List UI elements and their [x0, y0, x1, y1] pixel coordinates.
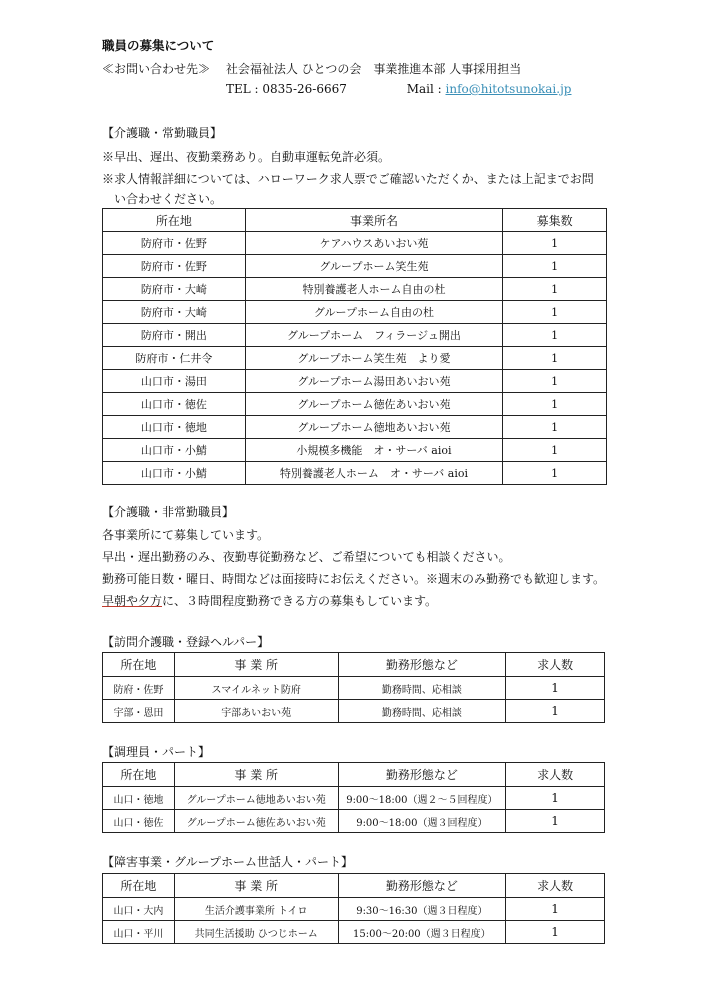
- contact-line: [102, 60, 521, 77]
- table-cell: 9:30～16:30（週３日程度）: [338, 898, 506, 921]
- table-cell: グループホーム自由の杜: [245, 301, 502, 324]
- table-cell: 共同生活援助 ひつじホーム: [174, 921, 338, 944]
- table-cell: 防府市・大崎: [103, 278, 246, 301]
- table-cell: 9:00～18:00（週３回程度）: [338, 810, 506, 833]
- table-cell: 1: [503, 347, 607, 370]
- table-cell: 山口・徳地: [103, 787, 175, 810]
- table-row: [103, 700, 605, 723]
- table-cell: 防府市・大崎: [103, 301, 246, 324]
- column-header: 事 業 所: [174, 874, 338, 898]
- table-cell: 防府市・仁井令: [103, 347, 246, 370]
- section-heading: 【介護職・常勤職員】: [102, 126, 223, 140]
- cook-table: [102, 762, 605, 833]
- note-line: ※求人情報詳細については、ハローワーク求人票でご確認いただくか、または上記までお問: [102, 172, 594, 186]
- table-cell: 山口・大内: [103, 898, 175, 921]
- column-header: 勤務形態など: [338, 874, 506, 898]
- table-header-row: [103, 209, 607, 232]
- table-row: [103, 301, 607, 324]
- organization-name: 社会福祉法人 ひとつの会 事業推進本部 人事採用担当: [225, 62, 522, 76]
- table-row: [103, 393, 607, 416]
- column-header: 所在地: [103, 763, 175, 787]
- table-row: [103, 898, 605, 921]
- fulltime-care-table: [102, 208, 607, 485]
- table-cell: 1: [506, 787, 605, 810]
- disability-support-table: [102, 873, 605, 944]
- table-cell: 山口市・小鯖: [103, 462, 246, 485]
- table-cell: 1: [503, 278, 607, 301]
- body-line: 各事業所にて募集しています。: [102, 528, 270, 542]
- table-cell: グループホーム徳佐あいおい苑: [174, 810, 338, 833]
- table-row: [103, 439, 607, 462]
- table-cell: 生活介護事業所 トイロ: [174, 898, 338, 921]
- table-cell: 1: [506, 921, 605, 944]
- table-cell: 勤務時間、応相談: [338, 677, 506, 700]
- table-cell: 山口市・小鯖: [103, 439, 246, 462]
- column-header: 求人数: [506, 763, 605, 787]
- table-cell: ケアハウスあいおい苑: [245, 232, 502, 255]
- table-cell: 宇部あいおい苑: [174, 700, 338, 723]
- table-header-row: [103, 653, 605, 677]
- table-cell: グループホーム徳地あいおい苑: [174, 787, 338, 810]
- table-cell: グループホーム笑生苑 より愛: [245, 347, 502, 370]
- note-line: ※早出、遅出、夜勤業務あり。自動車運転免許必須。: [102, 150, 391, 164]
- table-header-row: [103, 763, 605, 787]
- column-header: 所在地: [103, 209, 246, 232]
- table-cell: 1: [503, 324, 607, 347]
- table-row: [103, 370, 607, 393]
- table-row: [103, 416, 607, 439]
- table-cell: スマイルネット防府: [174, 677, 338, 700]
- section-heading: 【介護職・非常勤職員】: [102, 505, 235, 519]
- table-header-row: [103, 874, 605, 898]
- tel-number: TEL : 0835-26-6667: [226, 82, 347, 96]
- underlined-text: 早朝や夕方: [102, 594, 163, 608]
- column-header: 所在地: [103, 874, 175, 898]
- section-heading: 【調理員・パート】: [102, 745, 211, 759]
- column-header: 勤務形態など: [338, 653, 506, 677]
- visiting-care-table: [102, 652, 605, 723]
- column-header: 募集数: [503, 209, 607, 232]
- table-cell: 1: [503, 439, 607, 462]
- table-cell: 防府・佐野: [103, 677, 175, 700]
- table-cell: 1: [503, 393, 607, 416]
- table-cell: 15:00～20:00（週３日程度）: [338, 921, 506, 944]
- table-cell: グループホーム徳佐あいおい苑: [245, 393, 502, 416]
- table-cell: 1: [503, 370, 607, 393]
- note-line: い合わせください。: [114, 192, 223, 206]
- table-cell: 特別養護老人ホーム オ・サーバ aioi: [245, 462, 502, 485]
- page-title: 職員の募集について: [102, 38, 215, 53]
- table-cell: 山口・平川: [103, 921, 175, 944]
- section-heading: 【障害事業・グループホーム世話人・パート】: [102, 855, 354, 869]
- table-cell: 勤務時間、応相談: [338, 700, 506, 723]
- table-cell: 防府市・佐野: [103, 232, 246, 255]
- mail-label: Mail :: [406, 82, 446, 96]
- contact-label: ≪お問い合わせ先≫: [102, 62, 211, 76]
- body-line: 勤務可能日数・曜日、時間などは面接時にお伝えください。※週末のみ勤務でも歓迎します。: [102, 572, 606, 586]
- body-line: [102, 592, 437, 609]
- table-cell: 1: [503, 416, 607, 439]
- table-cell: グループホーム フィラージュ開出: [245, 324, 502, 347]
- body-line: 早出・遅出勤務のみ、夜勤専従勤務など、ご希望についても相談ください。: [102, 550, 511, 564]
- table-cell: 特別養護老人ホーム自由の杜: [245, 278, 502, 301]
- email-link[interactable]: info@hitotsunokai.jp: [445, 82, 572, 96]
- table-row: [103, 278, 607, 301]
- column-header: 求人数: [506, 653, 605, 677]
- column-header: 求人数: [506, 874, 605, 898]
- table-cell: 1: [506, 700, 605, 723]
- contact-details: [226, 82, 572, 96]
- table-row: [103, 810, 605, 833]
- table-row: [103, 787, 605, 810]
- table-cell: 防府市・佐野: [103, 255, 246, 278]
- table-row: [103, 324, 607, 347]
- table-cell: グループホーム笑生苑: [245, 255, 502, 278]
- table-cell: 山口市・湯田: [103, 370, 246, 393]
- table-cell: 宇部・恩田: [103, 700, 175, 723]
- body-text: に、３時間程度勤務できる方の募集もしています。: [162, 594, 438, 608]
- table-cell: 山口・徳佐: [103, 810, 175, 833]
- column-header: 事 業 所: [174, 763, 338, 787]
- table-cell: 1: [503, 232, 607, 255]
- table-cell: グループホーム徳地あいおい苑: [245, 416, 502, 439]
- column-header: 所在地: [103, 653, 175, 677]
- table-cell: 小規模多機能 オ・サーバ aioi: [245, 439, 502, 462]
- table-row: [103, 347, 607, 370]
- table-cell: グループホーム湯田あいおい苑: [245, 370, 502, 393]
- table-row: [103, 255, 607, 278]
- table-cell: 1: [503, 301, 607, 324]
- column-header: 勤務形態など: [338, 763, 506, 787]
- section-heading: 【訪問介護職・登録ヘルパー】: [102, 635, 270, 649]
- table-cell: 9:00～18:00（週２～５回程度）: [338, 787, 506, 810]
- table-row: [103, 921, 605, 944]
- column-header: 事 業 所: [174, 653, 338, 677]
- table-row: [103, 462, 607, 485]
- table-row: [103, 232, 607, 255]
- column-header: 事業所名: [245, 209, 502, 232]
- table-cell: 1: [506, 810, 605, 833]
- table-row: [103, 677, 605, 700]
- table-cell: 1: [506, 898, 605, 921]
- table-cell: 1: [506, 677, 605, 700]
- table-cell: 山口市・徳佐: [103, 393, 246, 416]
- table-cell: 山口市・徳地: [103, 416, 246, 439]
- table-cell: 防府市・開出: [103, 324, 246, 347]
- table-cell: 1: [503, 462, 607, 485]
- table-cell: 1: [503, 255, 607, 278]
